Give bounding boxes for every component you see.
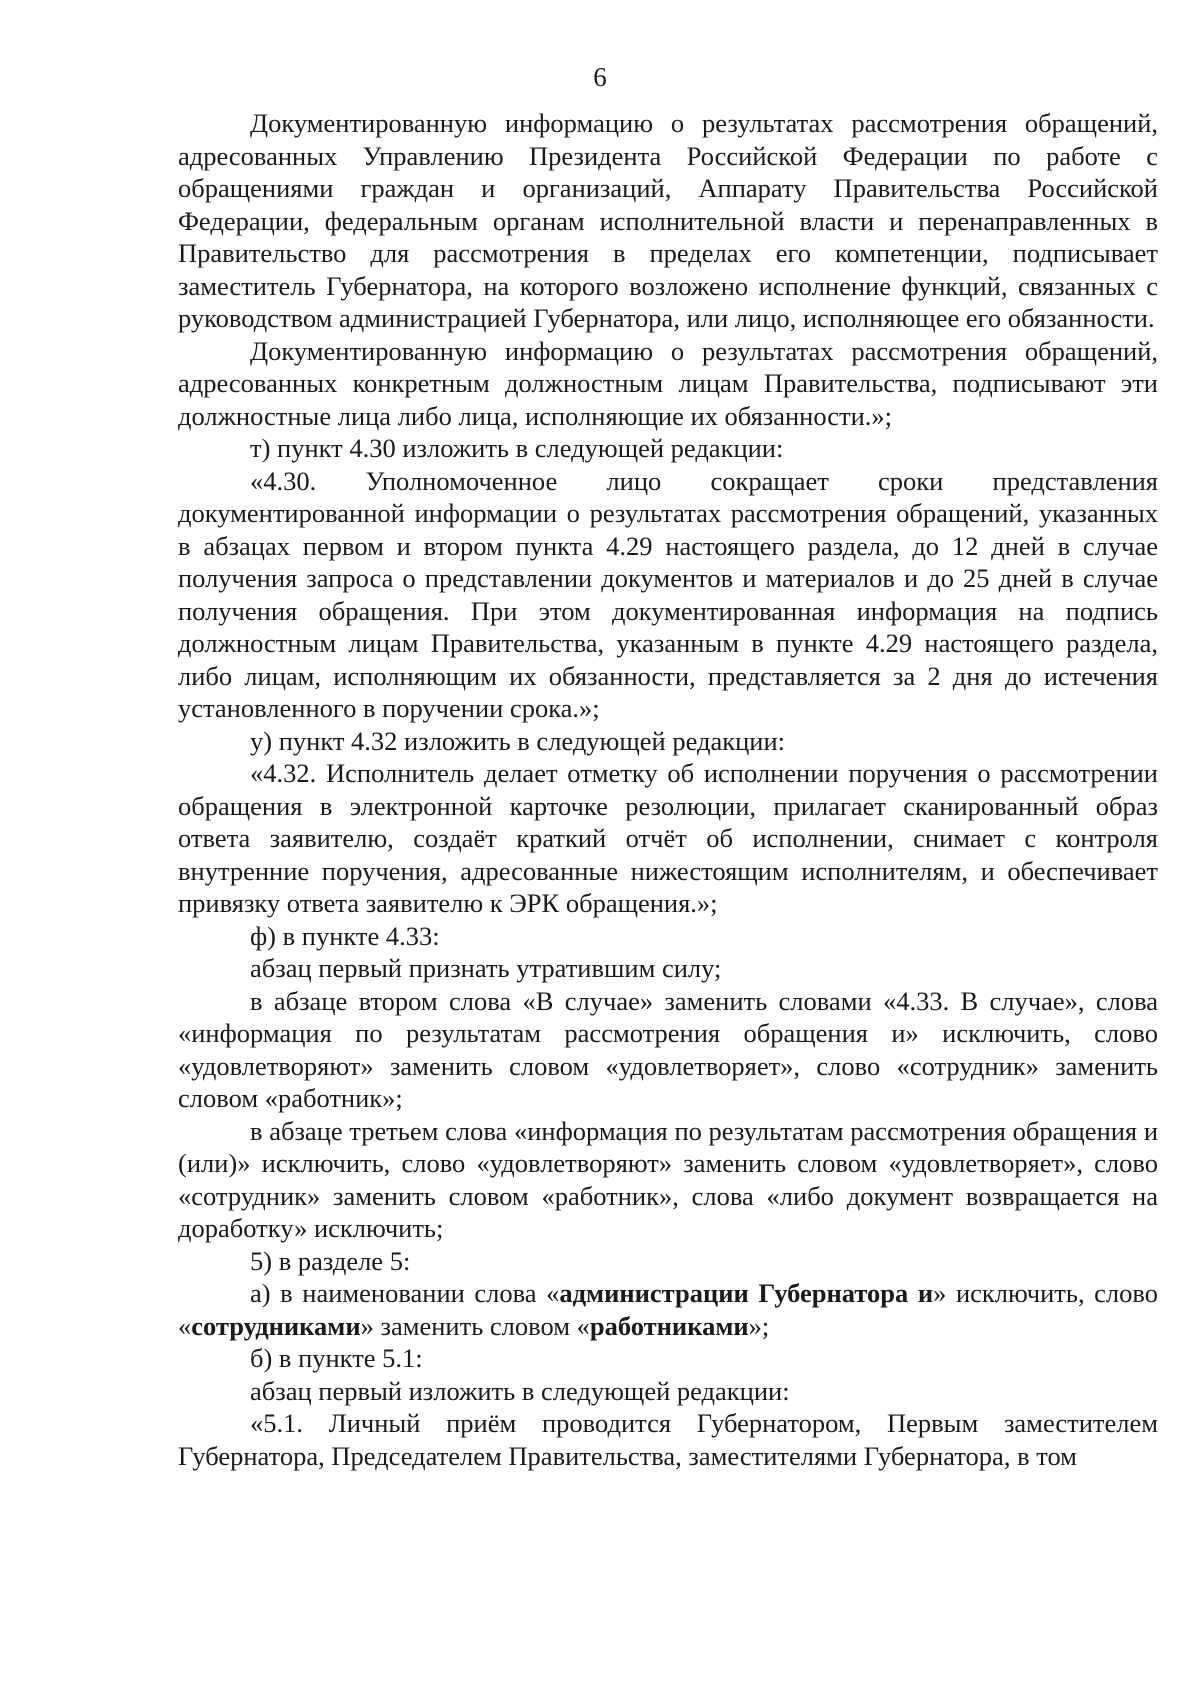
text-run: » исключить, слово « [178,1278,1158,1341]
paragraph-signing-appeals-officials: Документированную информацию о результатах рассмотрения обращений, адресованных конкретным должностным лицам Правительства, подписывают эти должностные лица либо лица, исполняющие их обязанности.»; [178,335,1158,431]
paragraph-item-u-heading: у) пункт 4.32 изложить в следующей редакции: [250,725,786,756]
text-run: »; [748,1310,770,1341]
paragraph-item-b-heading: б) в пункте 5.1: [250,1343,423,1373]
bold-run: работниками [589,1310,749,1341]
paragraph-clause-4-30: «4.30. Уполномоченное лицо сокращает сроки представления документированной информации о результатах рассмотрения обращений, указанных в абзацах первом и втором пункта 4.29 настоящего раздела, до 12 дней в случае получения запроса о представлении документов и материалов и до 25 дней в случае получения обращения. При этом документированная информация на подпись должностным лицам Правительства, указанным в пункте 4.29 настоящего раздела, либо лицам, исполняющим их обязанности, представляется за 2 дня до истечения установленного в поручении срока.»; [178,465,1158,723]
paragraph-second-abzac-changes: в абзаце втором слова «В случае» заменить словами «4.33. В случае», слова «информация по результатам рассмотрения обращения и» исключить, слово «удовлетворяют» заменить словом «удовлетворяет», слово «сотрудник» заменить словом «работник»; [178,985,1158,1113]
paragraph-first-abzac-void: абзац первый признать утратившим силу; [250,953,722,983]
paragraph-first-abzac-new-wording: абзац первый изложить в следующей редакции: [250,1375,790,1406]
paragraph-signing-appeals-federal: Документированную информацию о результатах рассмотрения обращений, адресованных Управлению Президента Российской Федерации по работе с обращениями граждан и организаций, Аппарату Правительства Российской Федерации, федеральным органам исполнительной власти и перенаправленных в Правительство для рассмотрения в пределах его компетенции, подписывает заместитель Губернатора, на которого возложено исполнение функций, связанных с руководством администрацией Губернатора, или лицо, исполняющее его обязанности. [178,108,1158,333]
bold-run: сотрудниками [191,1310,361,1341]
paragraph-clause-5-1: «5.1. Личный приём проводится Губернатором, Первым заместителем Губернатора, Председателем Правительства, заместителями Губернатора, в том [178,1408,1158,1471]
page-number: 6 [593,62,607,92]
text-run: а) в наименовании слова « [250,1278,560,1308]
paragraph-section-5-heading: 5) в разделе 5: [250,1245,411,1276]
paragraph-clause-4-32: «4.32. Исполнитель делает отметку об исполнении поручения о рассмотрении обращения в электронной карточке резолюции, прилагает сканированный образ ответа заявителю, создаёт краткий отчёт об исполнении, снимает с контроля внутренние поручения, адресованные нижестоящим исполнителям, и обеспечивает привязку ответа заявителю к ЭРК обращения.»; [178,758,1158,918]
paragraph-third-abzac-changes: в абзаце третьем слова «информация по результатам рассмотрения обращения и (или)» исключить, слово «удовлетворяют» заменить словом «удовлетворяет», слово «сотрудник» заменить словом «работник», слова «либо документ возвращается на доработку» исключить; [178,1115,1158,1243]
paragraph-item-t-heading: т) пункт 4.30 изложить в следующей редакции: [250,433,784,463]
document-body [178,107,1158,1472]
paragraph-section-5-name-changes [178,1277,1158,1342]
text-run: » заменить словом « [360,1310,590,1341]
paragraph-item-f-heading: ф) в пункте 4.33: [250,920,440,951]
bold-run: администрации Губернатора и [559,1278,934,1308]
